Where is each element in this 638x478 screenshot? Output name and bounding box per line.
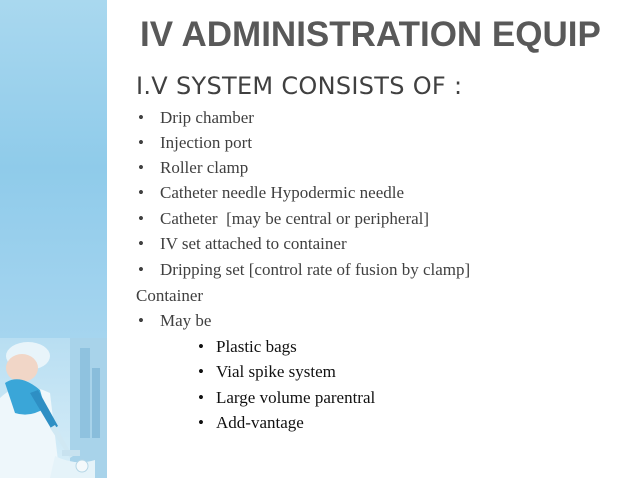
list-item-text: Catheter needle Hypodermic needle (160, 183, 405, 202)
bullet-icon: • (138, 183, 144, 202)
bullet-icon: • (138, 209, 144, 228)
bullet-icon: • (138, 158, 144, 177)
list-item-text: IV set attached to container (160, 234, 347, 253)
bullet-icon: • (138, 133, 144, 152)
list-item-text: Injection port (160, 133, 253, 152)
list-item-text: Roller clamp (160, 158, 249, 177)
bullet-icon: • (198, 362, 204, 381)
bullet-icon: • (138, 108, 144, 127)
bullet-icon: • (138, 311, 144, 330)
section-heading: I.V SYSTEM CONSISTS OF : (136, 72, 463, 100)
sub-list-item-text: Plastic bags (216, 337, 297, 356)
lab-photo (0, 338, 107, 478)
bullet-icon: • (198, 413, 204, 432)
bullet-icon: • (198, 388, 204, 407)
list-item-text: Catheter [may be central or peripheral] (160, 209, 430, 228)
sub-list-item-text: Large volume parentral (216, 388, 376, 407)
bullet-icon: • (138, 260, 144, 279)
slide-title: IV ADMINISTRATION EQUIP (140, 15, 601, 54)
sub-list-item-text: Vial spike system (216, 362, 336, 381)
scientist-pipette-illustration (0, 338, 107, 478)
bullet-icon: • (138, 234, 144, 253)
list-item-text: May be (160, 311, 212, 330)
list-item-text: Drip chamber (160, 108, 254, 127)
bullet-icon: • (198, 337, 204, 356)
sidebar-accent (0, 0, 107, 478)
sub-list-item-text: Add-vantage (216, 413, 304, 432)
list-item-text: Dripping set [control rate of fusion by clamp] (160, 260, 471, 279)
container-label: Container (136, 286, 204, 305)
